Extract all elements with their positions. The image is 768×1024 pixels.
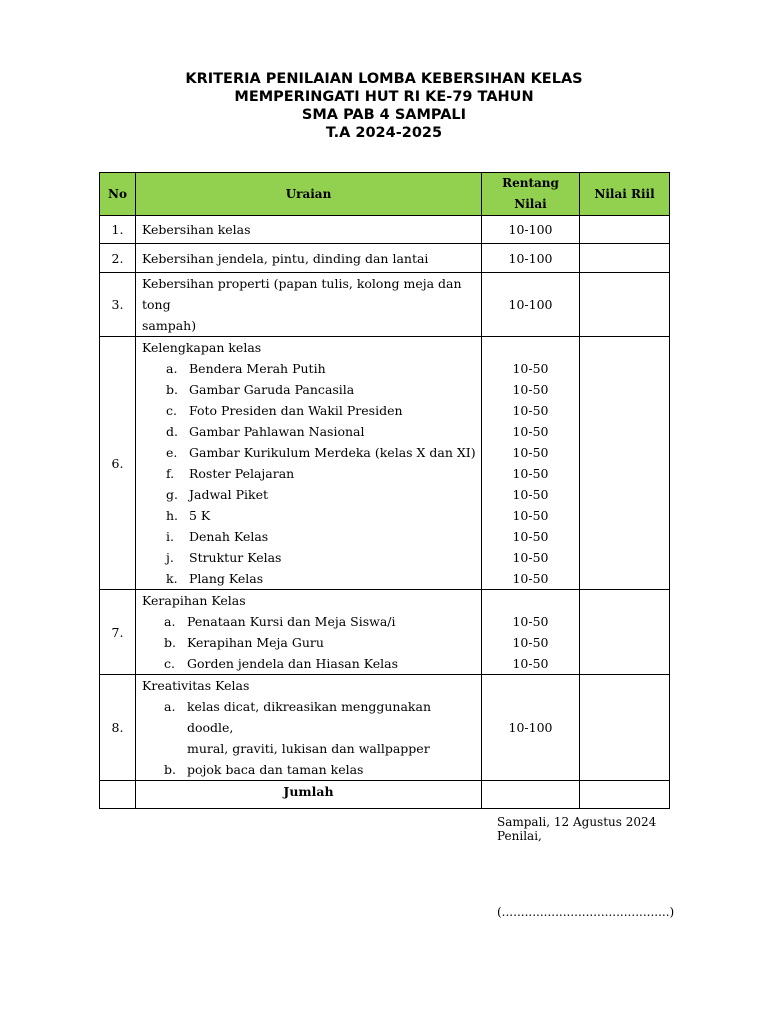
item-range: 10-50 <box>512 466 549 481</box>
signature-place-date: Sampali, 12 Agustus 2024 <box>497 815 657 829</box>
table-row <box>100 273 670 337</box>
list-item: d. Gambar Pahlawan Nasional <box>166 424 365 439</box>
row-description-line-1: Kebersihan properti (papan tulis, kolong meja dan tong <box>142 276 462 312</box>
row-heading: Kelengkapan kelas <box>142 340 262 355</box>
table-row <box>100 675 670 781</box>
list-item: c. Foto Presiden dan Wakil Presiden <box>166 403 403 418</box>
row-range: 10-100 <box>482 273 580 337</box>
table-row <box>100 244 670 273</box>
header-rentang-nilai <box>482 173 580 216</box>
row-description: Kebersihan jendela, pintu, dinding dan lantai <box>136 244 482 273</box>
item-range: 10-50 <box>512 656 549 671</box>
item-range: 10-50 <box>512 361 549 376</box>
item-range: 10-50 <box>512 508 549 523</box>
table-total-row <box>100 781 670 809</box>
header-nilai-riil: Nilai Riil <box>580 173 670 216</box>
table-row <box>100 590 670 675</box>
total-no-cell <box>100 781 136 809</box>
total-range-cell <box>482 781 580 809</box>
item-range: 10-50 <box>512 550 549 565</box>
row-number: 3. <box>100 273 136 337</box>
row-number: 7. <box>100 590 136 675</box>
header-no: No <box>100 173 136 216</box>
row-description <box>136 337 482 590</box>
document-title <box>0 70 768 142</box>
header-rentang-line-2: Nilai <box>514 197 547 211</box>
list-item: a. Bendera Merah Putih <box>166 361 326 376</box>
item-range: 10-50 <box>512 614 549 629</box>
item-range: 10-50 <box>512 424 549 439</box>
row-range: 10-100 <box>482 244 580 273</box>
row-heading: Kerapihan Kelas <box>142 593 246 608</box>
row-description <box>136 675 482 781</box>
row-range <box>482 337 580 590</box>
total-score-cell <box>580 781 670 809</box>
row-score-cell <box>580 244 670 273</box>
signature-blank: (............................................) <box>497 905 675 919</box>
list-item: b. pojok baca dan taman kelas <box>164 762 364 777</box>
row-number: 2. <box>100 244 136 273</box>
row-score-cell <box>580 590 670 675</box>
item-range: 10-50 <box>512 403 549 418</box>
item-range: 10-50 <box>512 635 549 650</box>
row-description: Kebersihan kelas <box>136 216 482 244</box>
list-item: a. Penataan Kursi dan Meja Siswa/i <box>164 614 396 629</box>
list-item: i. Denah Kelas <box>166 529 269 544</box>
table-row <box>100 337 670 590</box>
total-label: Jumlah <box>136 781 482 809</box>
title-line-4: T.A 2024-2025 <box>325 125 443 141</box>
item-range: 10-50 <box>512 382 549 397</box>
list-item: b. Kerapihan Meja Guru <box>164 635 324 650</box>
row-description-line-2: sampah) <box>142 318 197 333</box>
list-item: b. Gambar Garuda Pancasila <box>166 382 355 397</box>
table-header-row <box>100 173 670 216</box>
list-item: e. Gambar Kurikulum Merdeka (kelas X dan XI) <box>166 445 476 460</box>
title-line-1: KRITERIA PENILAIAN LOMBA KEBERSIHAN KELAS <box>185 71 583 87</box>
criteria-table <box>99 172 670 809</box>
item-range: 10-50 <box>512 445 549 460</box>
signature-role: Penilai, <box>497 829 542 843</box>
row-number: 8. <box>100 675 136 781</box>
row-number: 6. <box>100 337 136 590</box>
item-range: 10-50 <box>512 529 549 544</box>
list-item: k. Plang Kelas <box>166 571 264 586</box>
item-range: 10-50 <box>512 571 549 586</box>
list-item: a. kelas dicat, dikreasikan menggunakan doodle, mural, graviti, lukisan dan wallpapper <box>164 699 431 756</box>
title-line-3: SMA PAB 4 SAMPALI <box>301 107 467 123</box>
title-line-2: MEMPERINGATI HUT RI KE-79 TAHUN <box>234 89 534 105</box>
row-score-cell <box>580 216 670 244</box>
row-description <box>136 273 482 337</box>
row-score-cell <box>580 273 670 337</box>
row-range: 10-100 <box>482 216 580 244</box>
row-heading: Kreativitas Kelas <box>142 678 250 693</box>
header-uraian: Uraian <box>136 173 482 216</box>
row-range <box>482 590 580 675</box>
list-item: j. Struktur Kelas <box>166 550 282 565</box>
row-score-cell <box>580 337 670 590</box>
row-description <box>136 590 482 675</box>
row-range: 10-100 <box>482 675 580 781</box>
header-rentang-line-1: Rentang <box>502 176 559 190</box>
item-range: 10-50 <box>512 487 549 502</box>
list-item: g. Jadwal Piket <box>166 487 268 502</box>
table-row <box>100 216 670 244</box>
list-item: h. 5 K <box>166 508 211 523</box>
list-item: f. Roster Pelajaran <box>166 466 295 481</box>
row-score-cell <box>580 675 670 781</box>
row-number: 1. <box>100 216 136 244</box>
list-item: c. Gorden jendela dan Hiasan Kelas <box>164 656 399 671</box>
